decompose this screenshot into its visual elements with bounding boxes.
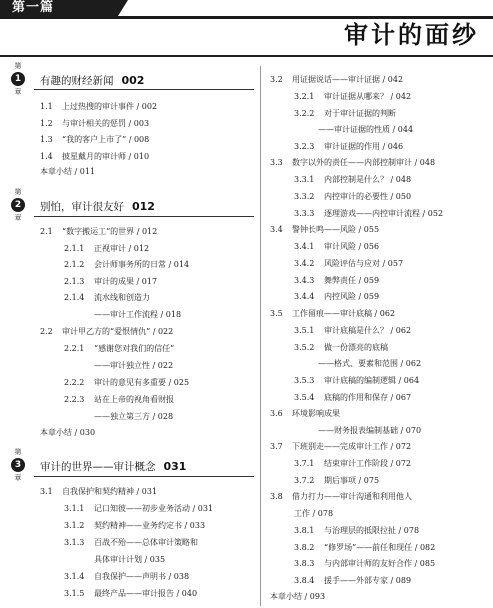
- entry-number: 1.4: [40, 152, 53, 161]
- entry-text: 数字以外的责任——内部控制审计 / 048: [292, 158, 436, 167]
- toc-entry[interactable]: [40, 486, 157, 498]
- entry-number: 3.2: [270, 75, 283, 84]
- chapter-prefix: 第: [14, 188, 22, 196]
- entry-text: 本章小结 / 011: [40, 167, 96, 176]
- chapter-3-marker: [4, 448, 32, 483]
- title-rule: [0, 55, 493, 57]
- entry-number: 3.2.2: [294, 109, 315, 118]
- entry-text: 流水线和创造力: [94, 293, 150, 302]
- entry-number: 2.1.3: [64, 277, 85, 286]
- entry-text: 工作 / 078: [294, 509, 334, 518]
- chapter-number: 2: [11, 198, 25, 212]
- entry-text: 自我保护和契约精神 / 031: [62, 487, 158, 496]
- toc-subentry[interactable]: [64, 343, 174, 355]
- entry-number: 2.1.1: [64, 244, 85, 253]
- toc-subentry[interactable]: [294, 542, 435, 554]
- toc-subentry[interactable]: [294, 392, 411, 404]
- toc-subentry[interactable]: [294, 475, 379, 487]
- entry-text: 审计证据的作用 / 046: [324, 142, 404, 151]
- toc-subentry[interactable]: [294, 91, 411, 103]
- entry-text: 审计的意见有多重要 / 025: [94, 378, 190, 387]
- entry-text: 审计风险 / 056: [324, 242, 380, 251]
- entry-text: 借力打力——审计沟通和利用他人: [292, 492, 412, 501]
- toc-entry[interactable]: [270, 441, 411, 453]
- toc-subentry[interactable]: [64, 537, 198, 549]
- entry-number: 3.4.4: [294, 292, 315, 301]
- chapter-summary-entry[interactable]: [40, 427, 95, 439]
- entry-text: ——审计工作流程 / 018: [94, 310, 182, 319]
- entry-text: 最终产品——审计报告 / 040: [94, 589, 198, 598]
- entry-text: 底稿的作用和保存 / 067: [324, 393, 412, 402]
- part-title: 审计的面纱: [344, 21, 479, 49]
- chapter-2-title[interactable]: [40, 199, 155, 214]
- entry-text: 审计底稿的编制逻辑 / 064: [324, 376, 420, 385]
- toc-subentry[interactable]: [294, 141, 403, 153]
- entry-text: 记口知彼——初步业务活动 / 031: [94, 504, 214, 513]
- entry-number: 3.3.2: [294, 192, 315, 201]
- toc-subentry-continued[interactable]: [318, 358, 421, 370]
- chapter-title-text: 审计的世界——审计概念: [40, 461, 156, 473]
- entry-text: 环境影响成果: [292, 409, 340, 418]
- entry-text: 工作留痕——审计底稿 / 062: [292, 309, 396, 318]
- chapter-summary-entry[interactable]: [40, 166, 95, 178]
- entry-number: 3.1.1: [64, 504, 85, 513]
- toc-entry[interactable]: [40, 326, 173, 338]
- entry-text: 具体审计计划 / 035: [94, 555, 166, 564]
- entry-text: 会计师事务所的日常 / 014: [94, 260, 190, 269]
- toc-subentry[interactable]: [294, 241, 379, 253]
- entry-text: 与内部审计师的友好合作 / 085: [324, 559, 436, 568]
- toc-subentry[interactable]: [64, 503, 213, 515]
- entry-number: 2.1.4: [64, 293, 85, 302]
- toc-subentry[interactable]: [64, 588, 197, 600]
- toc-subentry[interactable]: [294, 575, 411, 587]
- entry-text: “数字搬运工”的世界 / 012: [62, 227, 158, 236]
- toc-entry[interactable]: [40, 101, 157, 113]
- chapter-2-rule: [34, 216, 254, 217]
- entry-text: “我的客户上市了” / 008: [62, 135, 150, 144]
- toc-subentry[interactable]: [64, 259, 189, 271]
- entry-text: 内部控制是什么？ / 048: [324, 175, 412, 184]
- entry-number: 1.2: [40, 119, 53, 128]
- toc-subentry[interactable]: [294, 275, 379, 287]
- entry-number: 3.2.1: [294, 92, 315, 101]
- entry-text: 上过热搜的审计事件 / 002: [62, 102, 158, 111]
- entry-number: 3.6: [270, 409, 283, 418]
- entry-text: 警钟长鸣——风险 / 055: [292, 225, 380, 234]
- toc-subentry-continued[interactable]: [318, 124, 413, 136]
- toc-subentry[interactable]: [294, 208, 443, 220]
- toc-subentry-continued[interactable]: [94, 309, 181, 321]
- chapter-prefix: 第: [14, 62, 22, 70]
- chapter-prefix: 第: [14, 448, 22, 456]
- toc-subentry[interactable]: [294, 191, 411, 203]
- chapter-suffix: 章: [14, 88, 22, 96]
- entry-number: 3.2.3: [294, 142, 315, 151]
- toc-entry[interactable]: [40, 118, 149, 130]
- entry-number: 3.4.3: [294, 276, 315, 285]
- entry-number: 1.1: [40, 102, 53, 111]
- chapter-number: 3: [11, 458, 25, 472]
- toc-subentry-continued[interactable]: [94, 360, 173, 372]
- entry-number: 1.3: [40, 135, 53, 144]
- toc-subentry[interactable]: [294, 174, 411, 186]
- entry-number: 3.5.4: [294, 393, 315, 402]
- chapter-number: 1: [11, 72, 25, 86]
- chapter-2-marker: [4, 188, 32, 223]
- entry-text: 站在上帝的视角看财报: [94, 395, 174, 404]
- entry-number: 3.3.3: [294, 209, 315, 218]
- entry-number: 3.4.2: [294, 259, 315, 268]
- chapter-suffix: 章: [14, 214, 22, 222]
- toc-entry-continued[interactable]: [294, 508, 333, 520]
- entry-text: 契约精神——业务约定书 / 033: [94, 521, 206, 530]
- chapter-3-title[interactable]: [40, 459, 186, 474]
- entry-text: 与治理层的抵限拉扯 / 078: [324, 526, 420, 535]
- entry-text: 结束审计工作阶段 / 072: [324, 459, 412, 468]
- toc-subentry[interactable]: [64, 243, 149, 255]
- toc-subentry[interactable]: [294, 458, 411, 470]
- entry-number: 3.8.3: [294, 559, 315, 568]
- entry-number: 2.2.2: [64, 378, 85, 387]
- entry-text: “感谢您对我们的信任”: [94, 344, 175, 353]
- toc-subentry[interactable]: [294, 525, 419, 537]
- entry-text: 与审计相关的惩罚 / 003: [62, 119, 150, 128]
- entry-text: 内控审计的必要性 / 050: [324, 192, 412, 201]
- entry-number: 2.1.2: [64, 260, 85, 269]
- entry-text: ——格式、要素和范围 / 062: [318, 359, 422, 368]
- chapter-page: 031: [163, 460, 187, 473]
- part-banner-rule: [0, 16, 493, 19]
- entry-text: 审计的成果 / 017: [94, 277, 158, 286]
- toc-subentry[interactable]: [64, 292, 150, 304]
- entry-number: 2.2: [40, 327, 53, 336]
- entry-text: ——审计独立性 / 022: [94, 361, 174, 370]
- chapter-page: 002: [121, 74, 145, 87]
- entry-number: 3.5.3: [294, 376, 315, 385]
- entry-text: 内控风险 / 059: [324, 292, 380, 301]
- toc-subentry[interactable]: [64, 394, 174, 406]
- entry-text: 期后事项 / 075: [324, 476, 380, 485]
- toc-entry-continued[interactable]: [318, 425, 421, 437]
- entry-number: 3.1: [40, 487, 53, 496]
- entry-number: 3.4.1: [294, 242, 315, 251]
- chapter-summary-entry[interactable]: [270, 591, 325, 603]
- entry-number: 3.7.2: [294, 476, 315, 485]
- entry-number: 2.1: [40, 227, 53, 236]
- entry-number: 3.8: [270, 492, 283, 501]
- toc-subentry[interactable]: [64, 571, 189, 583]
- chapter-1-marker: [4, 62, 32, 97]
- entry-number: 3.8.4: [294, 576, 315, 585]
- toc-entry[interactable]: [270, 157, 435, 169]
- toc-entry[interactable]: [270, 491, 412, 503]
- entry-text: 自我保护——声明书 / 038: [94, 572, 190, 581]
- entry-number: 2.2.1: [64, 344, 85, 353]
- toc-subentry[interactable]: [294, 558, 435, 570]
- entry-number: 3.8.1: [294, 526, 315, 535]
- chapter-title-text: 有趣的财经新闻: [40, 75, 114, 87]
- chapter-page: 012: [132, 200, 155, 213]
- toc-entry[interactable]: [270, 308, 395, 320]
- toc-entry[interactable]: [270, 224, 379, 236]
- entry-number: 2.2.3: [64, 395, 85, 404]
- chapter-title-text: 别怕，审计很友好: [40, 201, 124, 213]
- entry-number: 3.3.1: [294, 175, 315, 184]
- chapter-3-rule: [34, 476, 254, 477]
- chapter-suffix: 章: [14, 474, 22, 482]
- entry-text: 用证据说话——审计证据 / 042: [292, 75, 404, 84]
- entry-text: 下班别走——完成审计工作 / 072: [292, 442, 412, 451]
- entry-text: 披星戴月的审计师 / 010: [62, 152, 150, 161]
- chapter-1-rule: [34, 89, 254, 90]
- entry-text: ——审计证据的性质 / 044: [318, 125, 414, 134]
- toc-subentry[interactable]: [64, 520, 205, 532]
- entry-text: 本章小结 / 030: [40, 428, 96, 437]
- entry-number: 3.1.5: [64, 589, 85, 598]
- entry-text: 逐理游戏——内控审计流程 / 052: [324, 209, 444, 218]
- toc-subentry[interactable]: [294, 291, 379, 303]
- entry-number: 3.1.2: [64, 521, 85, 530]
- entry-number: 3.5: [270, 309, 283, 318]
- entry-text: ——独立第三方 / 028: [94, 412, 174, 421]
- toc-entry[interactable]: [40, 151, 149, 163]
- entry-text: 做一份漂亮的底稿: [324, 343, 388, 352]
- toc-subentry[interactable]: [64, 276, 157, 288]
- toc-entry[interactable]: [270, 408, 340, 420]
- toc-subentry[interactable]: [294, 258, 403, 270]
- toc-subentry[interactable]: [294, 342, 388, 354]
- entry-number: 3.1.3: [64, 538, 85, 547]
- entry-number: 3.1.4: [64, 572, 85, 581]
- toc-entry[interactable]: [40, 134, 149, 146]
- entry-number: 3.4: [270, 225, 283, 234]
- entry-text: 百战不殆——总体审计策略和: [94, 538, 198, 547]
- entry-text: 审计甲乙方的“爱恨情仇” / 022: [62, 327, 174, 336]
- toc-entry[interactable]: [40, 226, 157, 238]
- toc-subentry[interactable]: [294, 108, 396, 120]
- entry-number: 3.3: [270, 158, 283, 167]
- entry-number: 3.8.2: [294, 543, 315, 552]
- chapter-1-title[interactable]: [40, 73, 144, 88]
- entry-number: 3.7: [270, 442, 283, 451]
- column-divider: [260, 66, 261, 606]
- entry-number: 3.7.1: [294, 459, 315, 468]
- entry-text: ——财务报表编制基础 / 070: [318, 426, 422, 435]
- entry-text: 本章小结 / 093: [270, 592, 326, 601]
- part-banner-slant: [118, 0, 128, 16]
- entry-text: 舞弊责任 / 059: [324, 276, 380, 285]
- entry-text: 风险评估与应对 / 057: [324, 259, 404, 268]
- entry-text: 正视审计 / 012: [94, 244, 150, 253]
- toc-subentry[interactable]: [294, 325, 411, 337]
- toc-entry[interactable]: [270, 74, 403, 86]
- entry-text: 援手——外部专家 / 089: [324, 576, 412, 585]
- entry-number: 3.5.2: [294, 343, 315, 352]
- entry-text: “修罗场”——前任和现任 / 082: [324, 543, 436, 552]
- part-label: 第一篇: [12, 0, 55, 15]
- toc-subentry-continued[interactable]: [94, 554, 165, 566]
- entry-text: 审计证据从哪来？ / 042: [324, 92, 412, 101]
- entry-text: 对于审计证据的判断: [324, 109, 396, 118]
- toc-subentry-continued[interactable]: [94, 411, 173, 423]
- entry-number: 3.5.1: [294, 326, 315, 335]
- toc-subentry[interactable]: [294, 375, 419, 387]
- entry-text: 审计底稿是什么？ / 062: [324, 326, 412, 335]
- toc-subentry[interactable]: [64, 377, 189, 389]
